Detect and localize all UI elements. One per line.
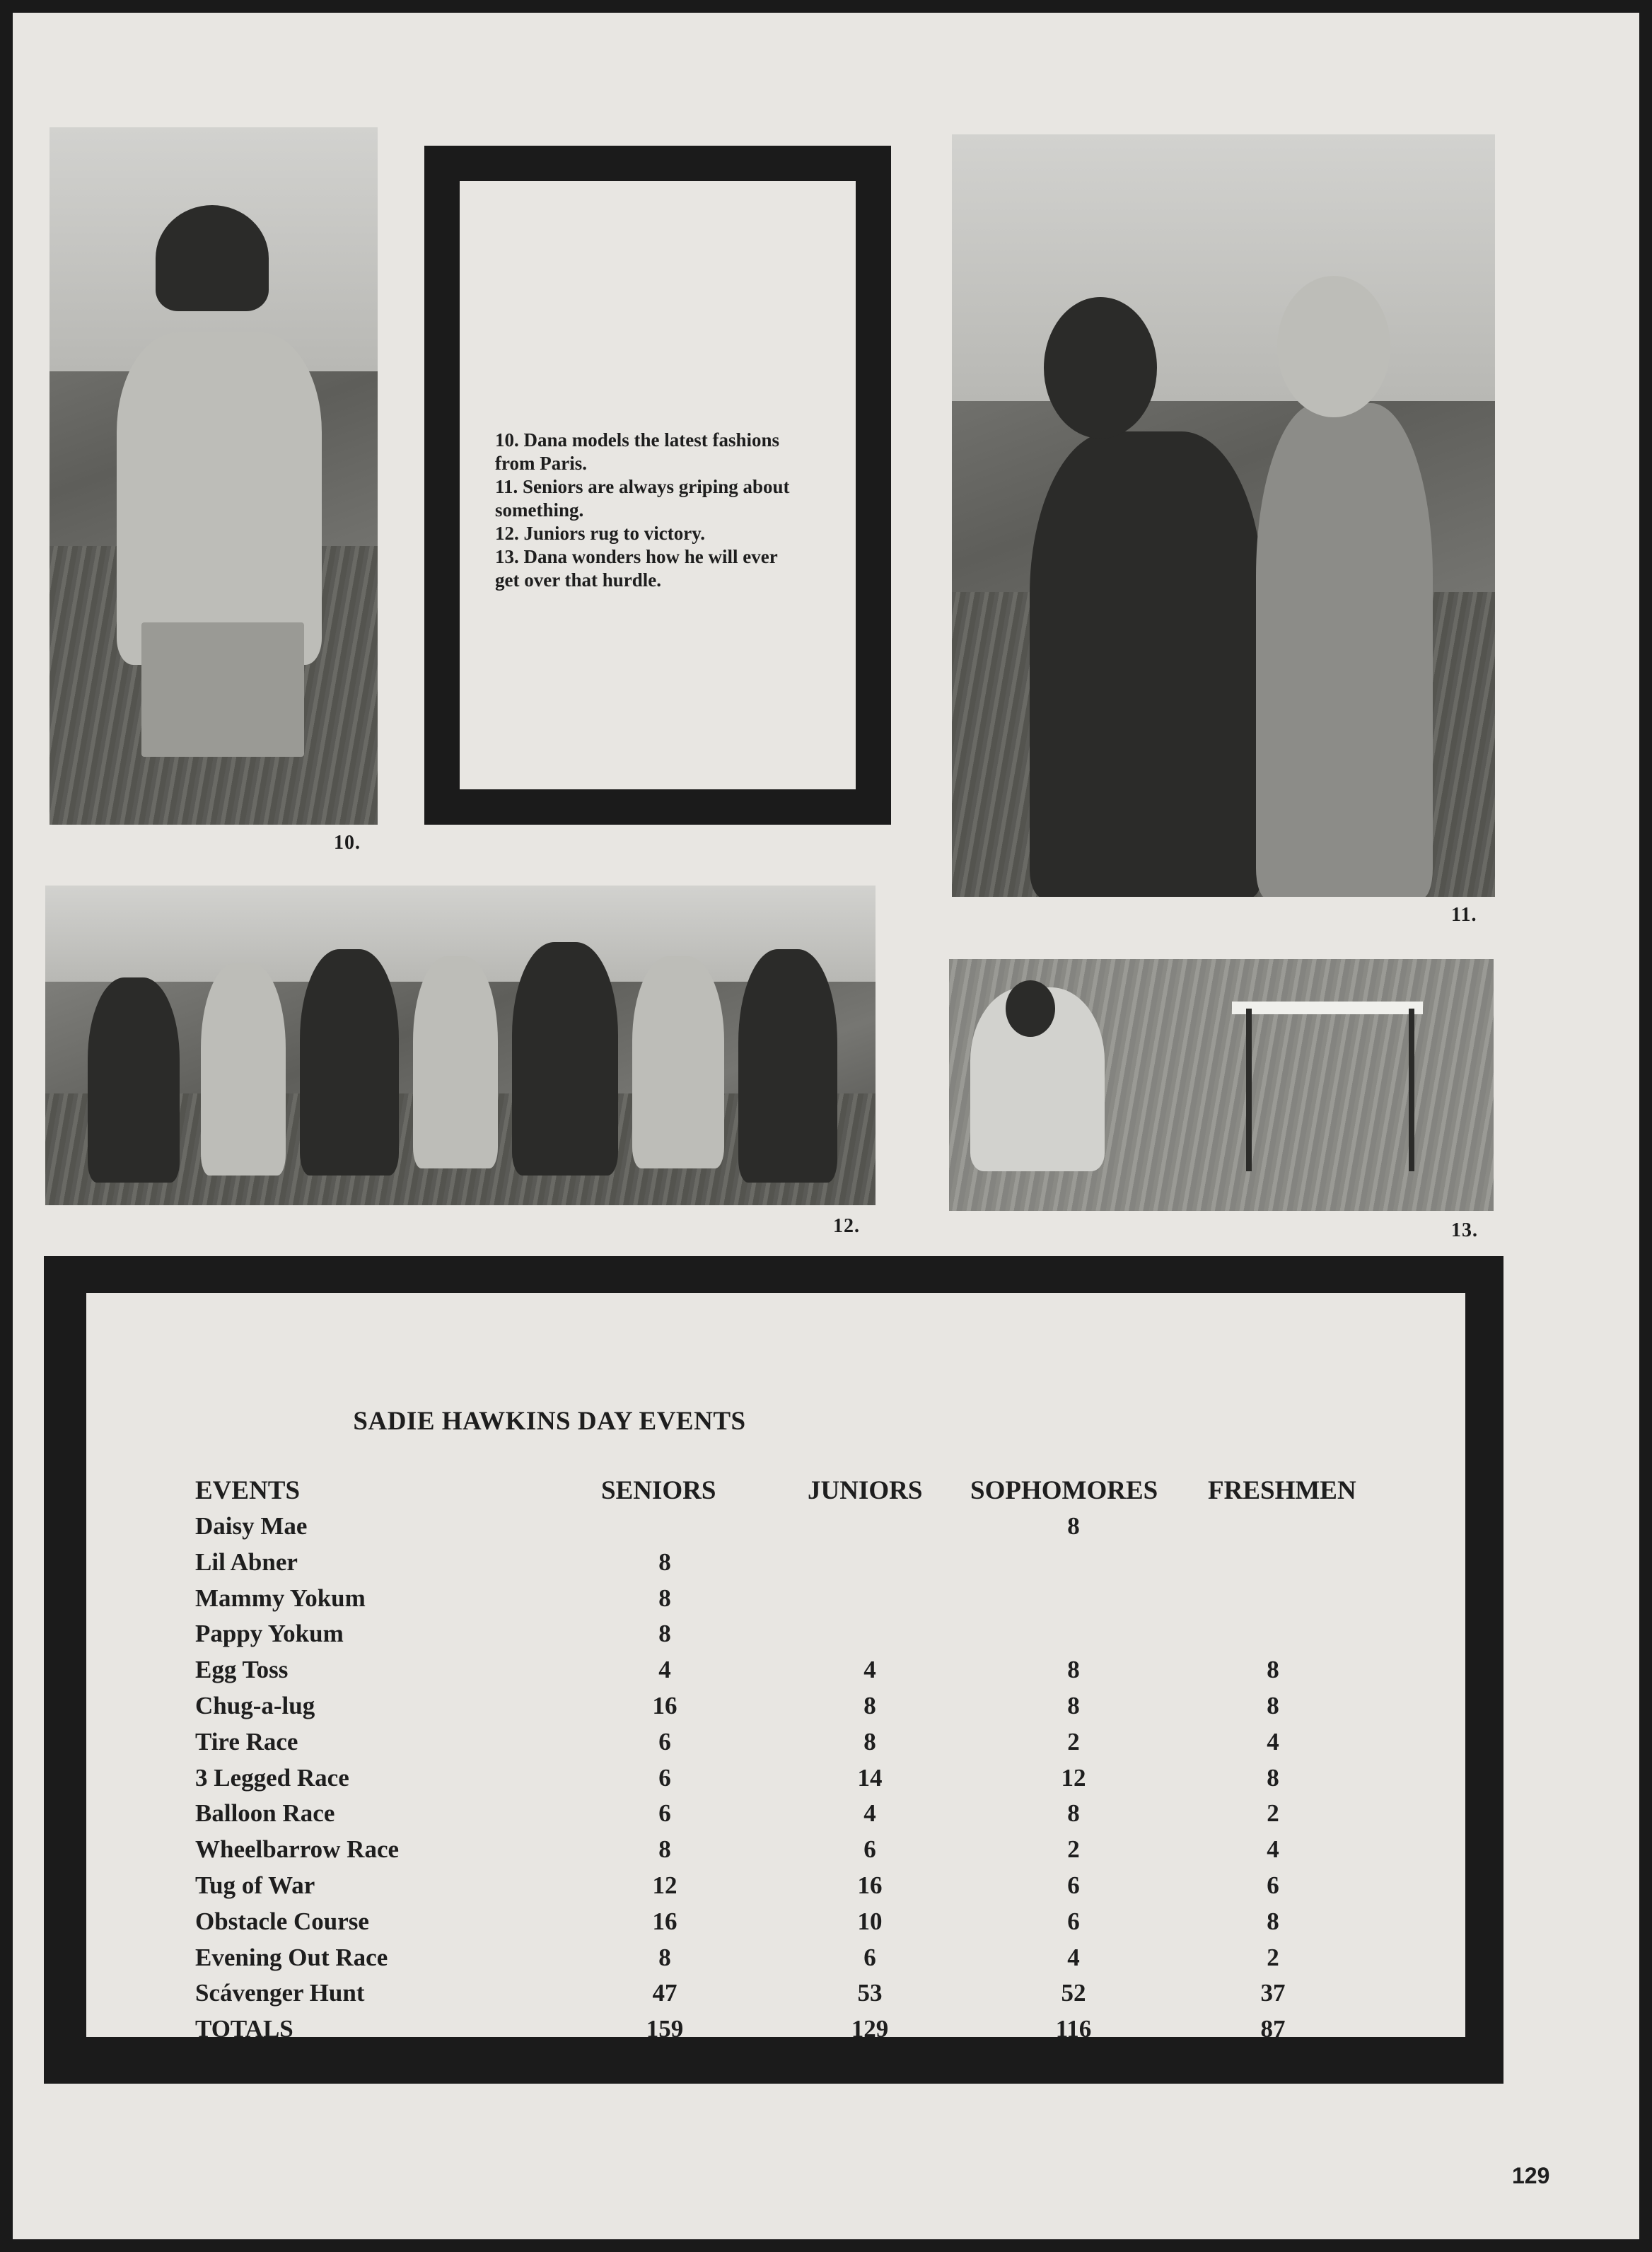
sophomores-cell: 8	[1067, 1512, 1080, 1540]
table-row	[86, 1548, 1465, 1584]
photo-13-number: 13.	[1451, 1219, 1478, 1241]
sophomores-cell: 8	[1067, 1692, 1080, 1719]
photo-11-number: 11.	[1451, 904, 1477, 926]
event-cell: Scávenger Hunt	[195, 1979, 365, 2007]
juniors-cell: 10	[857, 1907, 883, 1935]
photo-12-number: 12.	[833, 1215, 860, 1237]
sophomores-cell: 52	[1061, 1979, 1086, 2007]
sophomores-cell: 8	[1067, 1656, 1080, 1684]
table-row	[86, 1692, 1465, 1727]
sophomores-cell: 12	[1061, 1763, 1086, 1792]
table-row	[86, 1764, 1465, 1799]
sophomores-cell: 116	[1055, 2015, 1092, 2043]
caption-line: something.	[495, 499, 584, 521]
event-cell: 3 Legged Race	[195, 1763, 349, 1792]
freshmen-cell: 8	[1267, 1656, 1279, 1684]
sophomores-cell: 4	[1067, 1943, 1080, 1971]
juniors-cell: 16	[857, 1871, 883, 1899]
seniors-cell: 6	[658, 1799, 671, 1828]
juniors-cell: 53	[857, 1979, 883, 2007]
header-sophomores: SOPHOMORES	[970, 1476, 1158, 1505]
page-number: 129	[1512, 2163, 1550, 2188]
sophomores-cell: 6	[1067, 1907, 1080, 1935]
header-freshmen: FRESHMEN	[1208, 1476, 1356, 1505]
photo-tug-of-war	[45, 886, 876, 1205]
table-title: SADIE HAWKINS DAY EVENTS	[353, 1407, 746, 1436]
seniors-cell: 8	[658, 1943, 671, 1971]
seniors-cell: 12	[652, 1871, 677, 1899]
juniors-cell: 4	[863, 1799, 876, 1828]
freshmen-cell: 8	[1267, 1692, 1279, 1719]
table-row	[86, 1944, 1465, 1979]
table-row	[86, 1835, 1465, 1871]
caption-line: 12. Juniors rug to victory.	[495, 523, 705, 544]
seniors-cell: 4	[658, 1656, 671, 1684]
freshmen-cell: 8	[1267, 1907, 1279, 1935]
sophomores-cell: 8	[1067, 1799, 1080, 1828]
freshmen-cell: 2	[1267, 1943, 1279, 1971]
juniors-cell: 8	[863, 1692, 876, 1719]
freshmen-cell: 8	[1267, 1763, 1279, 1792]
caption-line: 10. Dana models the latest fashions	[495, 429, 780, 451]
table-row	[86, 1512, 1465, 1548]
table-row	[86, 1656, 1465, 1691]
header-events: EVENTS	[195, 1476, 301, 1505]
seniors-cell: 159	[646, 2015, 684, 2043]
event-cell: Daisy Mae	[195, 1512, 308, 1540]
photo-dana-costume	[50, 127, 378, 825]
event-cell: TOTALS	[195, 2015, 293, 2043]
seniors-cell: 8	[658, 1548, 671, 1576]
juniors-cell: 8	[863, 1727, 876, 1755]
caption-line: get over that hurdle.	[495, 569, 661, 591]
table-row	[86, 1871, 1465, 1907]
table-row	[86, 1908, 1465, 1943]
seniors-cell: 8	[658, 1620, 671, 1648]
header-juniors: JUNIORS	[808, 1476, 923, 1505]
sophomores-cell: 2	[1067, 1835, 1080, 1864]
freshmen-cell: 87	[1260, 2015, 1286, 2043]
seniors-cell: 16	[652, 1692, 677, 1719]
event-cell: Lil Abner	[195, 1548, 298, 1576]
event-cell: Evening Out Race	[195, 1943, 388, 1971]
caption-panel	[460, 181, 856, 789]
events-table-frame	[44, 1256, 1503, 2084]
seniors-cell: 6	[658, 1763, 671, 1792]
caption-frame	[424, 146, 891, 825]
juniors-cell: 4	[863, 1656, 876, 1684]
event-cell: Balloon Race	[195, 1799, 335, 1828]
event-cell: Obstacle Course	[195, 1907, 369, 1935]
caption-line: 13. Dana wonders how he will ever	[495, 546, 778, 567]
caption-line: from Paris.	[495, 453, 587, 474]
table-row	[86, 1620, 1465, 1655]
event-cell: Pappy Yokum	[195, 1620, 344, 1648]
freshmen-cell: 37	[1260, 1979, 1286, 2007]
event-cell: Egg Toss	[195, 1656, 289, 1684]
yearbook-page	[13, 13, 1639, 2239]
juniors-cell: 6	[863, 1835, 876, 1864]
event-cell: Chug-a-lug	[195, 1692, 315, 1719]
freshmen-cell: 4	[1267, 1727, 1279, 1755]
header-seniors: SENIORS	[601, 1476, 716, 1505]
caption-text	[495, 429, 842, 592]
seniors-cell: 16	[652, 1907, 677, 1935]
event-cell: Mammy Yokum	[195, 1584, 366, 1612]
sophomores-cell: 6	[1067, 1871, 1080, 1899]
event-cell: Tug of War	[195, 1871, 315, 1899]
freshmen-cell: 2	[1267, 1799, 1279, 1828]
table-row	[86, 2015, 1465, 2050]
table-row	[86, 1799, 1465, 1835]
table-row	[86, 1979, 1465, 2014]
sophomores-cell: 2	[1067, 1727, 1080, 1755]
events-table	[86, 1293, 1465, 2043]
event-cell: Tire Race	[195, 1727, 298, 1755]
seniors-cell: 8	[658, 1835, 671, 1864]
photo-seniors-griping	[952, 134, 1495, 897]
seniors-cell: 47	[652, 1979, 677, 2007]
seniors-cell: 6	[658, 1727, 671, 1755]
event-cell: Wheelbarrow Race	[195, 1835, 400, 1864]
seniors-cell: 8	[658, 1584, 671, 1612]
caption-line: 11. Seniors are always griping about	[495, 476, 790, 497]
freshmen-cell: 6	[1267, 1871, 1279, 1899]
photo-hurdle	[949, 959, 1494, 1211]
juniors-cell: 129	[851, 2015, 889, 2043]
freshmen-cell: 4	[1267, 1835, 1279, 1864]
table-row	[86, 1728, 1465, 1763]
juniors-cell: 14	[857, 1763, 883, 1792]
table-row	[86, 1584, 1465, 1620]
juniors-cell: 6	[863, 1943, 876, 1971]
photo-10-number: 10.	[334, 832, 361, 854]
